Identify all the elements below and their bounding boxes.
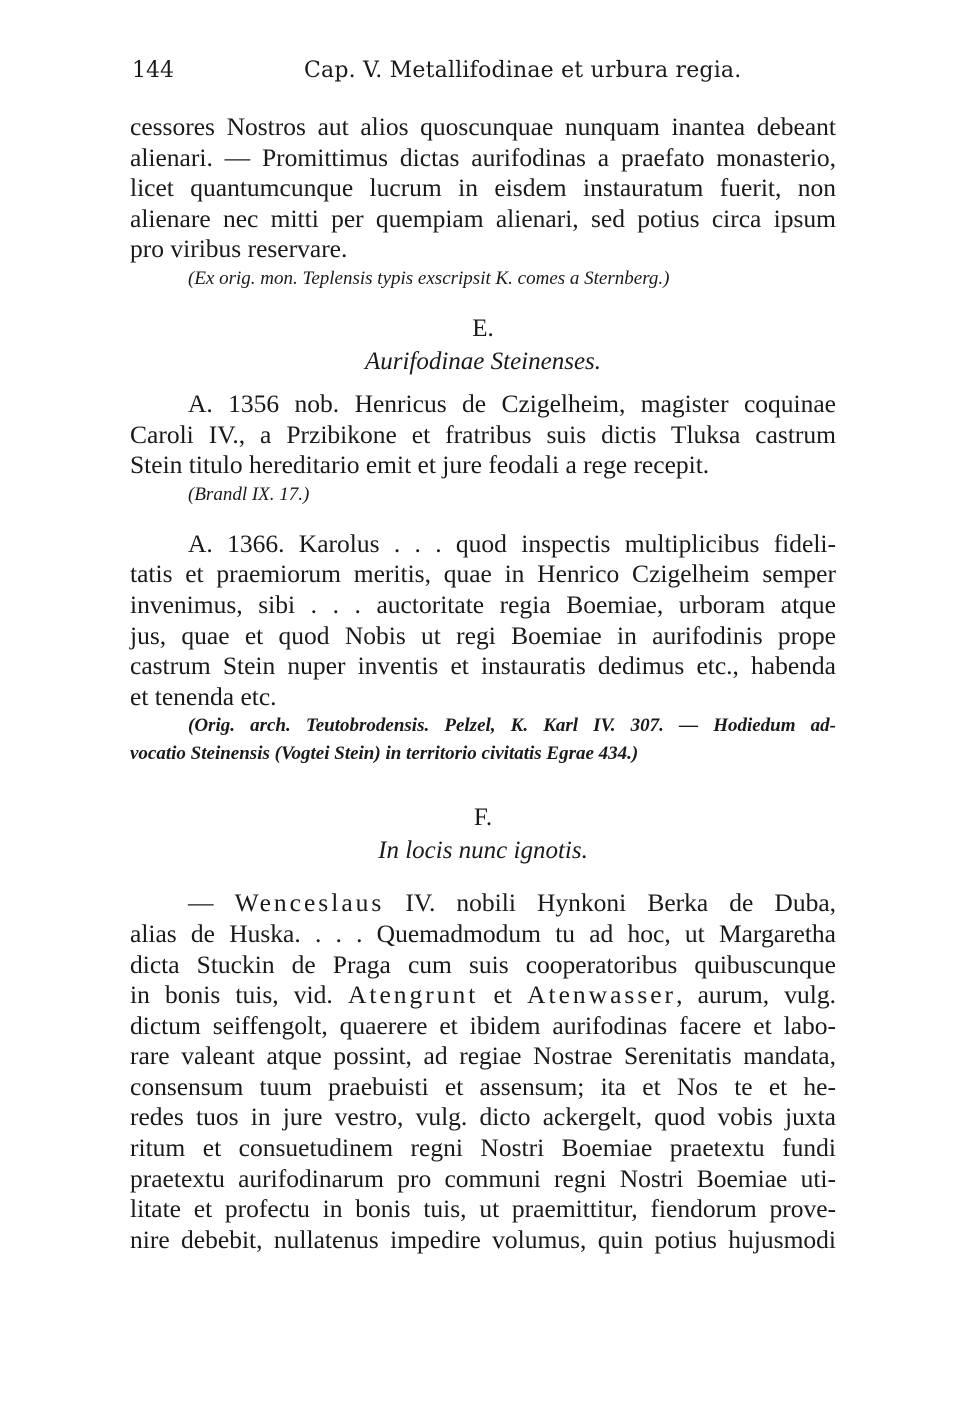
source-note: (Brandl IX. 17.) bbox=[188, 483, 310, 505]
text-line: praetextu aurifodinarum pro communi regni Nostri Boemiae uti- bbox=[130, 1163, 836, 1193]
text-line: Stein titulo hereditario emit et jure feodali a rege recepit. bbox=[130, 450, 710, 480]
text-line: redes tuos in jure vestro, vulg. dicto ackergelt, quod vobis juxta bbox=[130, 1102, 836, 1132]
text-line: dicta Stuckin de Praga cum suis cooperatoribus quibuscunque bbox=[130, 949, 836, 979]
page-body bbox=[130, 112, 836, 1255]
text-line: ritum et consuetudinem regni Nostri Boemiae praetextu fundi bbox=[130, 1133, 836, 1163]
running-title: Cap. V. Metallifodinae et urbura regia. bbox=[304, 58, 742, 83]
text-line: invenimus, sibi . . . auctoritate regia Boemiae, urboram atque bbox=[130, 589, 836, 619]
text-line: et tenenda etc. bbox=[130, 681, 277, 711]
section-letter: F. bbox=[473, 804, 493, 832]
source-note: (Orig. arch. Teutobrodensis. Pelzel, K. Karl IV. 307. — Hodiedum ad- bbox=[188, 715, 836, 737]
section-letter: E. bbox=[472, 314, 494, 342]
dash-prefix: — bbox=[188, 888, 235, 918]
paragraph bbox=[130, 529, 836, 769]
paragraph bbox=[130, 888, 836, 1255]
text-line: alienari. — Promittimus dictas aurifodinas a praefato monasterio, bbox=[130, 142, 836, 172]
section-title: In locis nunc ignotis. bbox=[378, 837, 588, 865]
line-part: , aurum, vulg. bbox=[676, 980, 836, 1010]
text-line: litate et profectu in bonis tuis, ut praemittitur, fiendorum prove- bbox=[130, 1194, 836, 1224]
text-line: castrum Stein nuper inventis et instauratis dedimus etc., habenda bbox=[130, 651, 836, 681]
source-note: vocatio Steinensis (Vogtei Stein) in territorio civitatis Egrae 434.) bbox=[130, 743, 639, 765]
paragraph bbox=[130, 389, 836, 509]
text-line: dictum seiffengolt, quaerere et ibidem aurifodinas facere et labo- bbox=[130, 1010, 836, 1040]
line-rest: IV. nobili Hynkoni Berka de Duba, bbox=[384, 888, 837, 918]
text-line: cessores Nostros aut alios quoscunquae nunquam inantea debeant bbox=[130, 112, 836, 141]
page-number: 144 bbox=[132, 58, 174, 83]
text-line: nire debebit, nullatenus impedire volumus, quin potius hujusmodi bbox=[130, 1224, 836, 1254]
text-line: rare valeant atque possint, ad regiae Nostrae Serenitatis mandata, bbox=[130, 1041, 836, 1071]
text-line: A. 1366. Karolus . . . quod inspectis multiplicibus fideli- bbox=[188, 528, 836, 558]
text-line: tatis et praemiorum meritis, quae in Henrico Czigelheim semper bbox=[130, 559, 836, 589]
text-line: A. 1356 nob. Henricus de Czigelheim, magister coquinae bbox=[188, 388, 836, 418]
spaced-name: Wenceslaus bbox=[234, 888, 385, 918]
section-title: Aurifodinae Steinenses. bbox=[364, 347, 602, 375]
text-line: alias de Huska. . . . Quemadmodum tu ad hoc, ut Margaretha bbox=[130, 918, 836, 948]
spaced-term: Atengrunt bbox=[347, 980, 479, 1010]
text-line: licet quantumcunque lucrum in eisdem instauratum fuerit, non bbox=[130, 173, 836, 203]
text-line: alienare nec mitti per quempiam alienari, sed potius circa ipsum bbox=[130, 203, 836, 233]
source-note: (Ex orig. mon. Teplensis typis exscripsit K. comes a Sternberg.) bbox=[188, 267, 670, 289]
text-line: Caroli IV., a Przibikone et fratribus suis dictis Tluksa castrum bbox=[130, 419, 836, 449]
text-line bbox=[130, 888, 836, 919]
line-part: in bonis tuis, vid. bbox=[130, 980, 348, 1010]
intro-paragraph bbox=[130, 112, 836, 293]
line-part: et bbox=[478, 980, 528, 1010]
text-line: consensum tuum praebuisti et assensum; ita et Nos te et he- bbox=[130, 1071, 836, 1101]
page-header bbox=[132, 58, 834, 88]
spaced-term: Atenwasser bbox=[527, 980, 677, 1010]
text-line: jus, quae et quod Nobis ut regi Boemiae in aurifodinis prope bbox=[130, 620, 836, 650]
text-line bbox=[130, 980, 836, 1011]
text-line: pro viribus reservare. bbox=[130, 234, 348, 264]
